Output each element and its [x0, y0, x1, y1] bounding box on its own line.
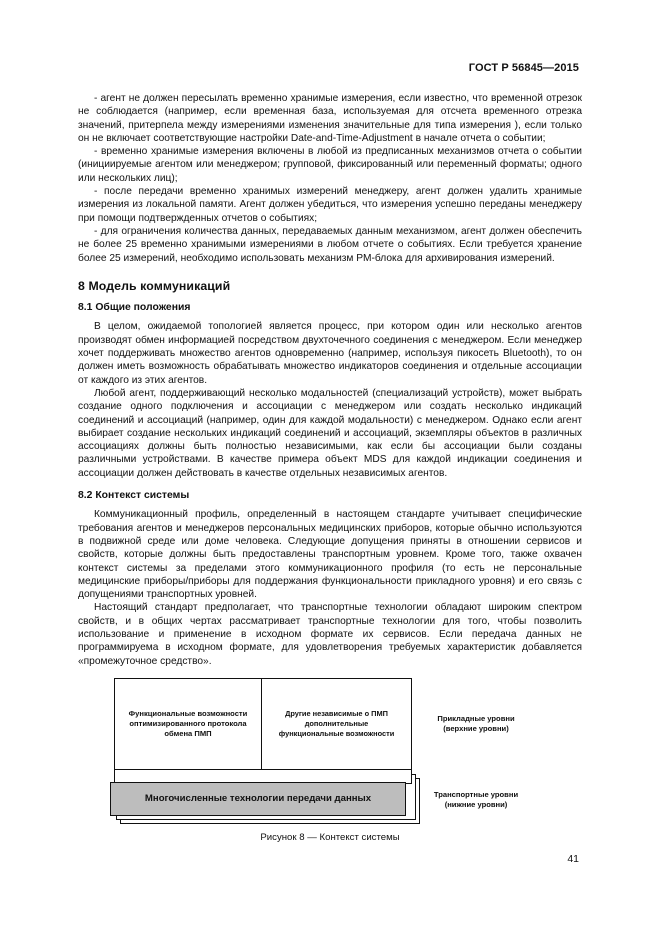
- paragraph: - для ограничения количества данных, передаваемых данным механизмом, агент должен обеспечить не более 25 временно хранимыми измерениями в любом отчете о событиях. Если требуется хранение более 25 измерений, необходимо использовать механизм PM-блока для архивирования измерений.: [78, 225, 582, 264]
- subsection-title: 8.1 Общие положения: [78, 302, 191, 314]
- page-number: 41: [567, 853, 579, 865]
- figure-label-transport: Транспортные уровни (нижние уровни): [433, 789, 519, 809]
- section-title: 8 Модель коммуникаций: [78, 278, 231, 293]
- page-content: [78, 92, 582, 843]
- figure-box-protocol: Функциональные возможности оптимизированного протокола обмена ПМП: [114, 678, 262, 770]
- figure-system-context: [78, 678, 582, 843]
- figure-label-application: Прикладные уровни (верхние уровни): [437, 713, 515, 733]
- paragraph: В целом, ожидаемой топологией является процесс, при котором один или несколько агентов производят обмен информацией посредством двухточечного соединения с менеджером. Если менеджер хочет поддерживать множество агентов одновременно (например, используя пикосеть Bluetooth), то он должен иметь возможность обрабатывать множество индикаторов соединения и отдельные ассоциации от каждого из этих агентов.: [78, 321, 582, 386]
- paragraph: Настоящий стандарт предполагает, что транспортные технологии обладают широким спектром свойств, и в общих чертах рассматривает транспортные технологии для того, чтобы позволить использование и применение в исходном формате их сервисов. Если передача данных не программируема в исходном формате, для удовлетворения требуемых характеристик добавляется «промежуточное средство».: [78, 602, 582, 667]
- paragraph: - агент не должен пересылать временно хранимые измерения, если известно, что временной отрезок не соблюдается (например, если временная база, используемая для отсчета временного отрезка значений, притерпела между измерениями изменения значительные для типа измерения ), если только он не включает соответствующие настройки Date-and-Time-Adjustment в начале отчета о событии;: [78, 93, 582, 144]
- document-header: ГОСТ Р 56845—2015: [468, 62, 579, 74]
- figure-transport-bar: Многочисленные технологии передачи данных: [110, 782, 406, 816]
- paragraph: - после передачи временно хранимых измерений менеджеру, агент должен удалить хранимые измерения из локальной памяти. Агент должен убедиться, что измерения успешно переданы менеджеру при помощи подтвержденных отчетов о событиях;: [78, 186, 582, 224]
- subsection-title: 8.2 Контекст системы: [78, 490, 190, 502]
- paragraph: - временно хранимые измерения включены в любой из предписанных механизмов отчета о событии (инициируемые агентом или менеджером; групповой, фиксированный или переменный форматы; одного или нескольких лиц);: [78, 146, 582, 184]
- paragraph: Любой агент, поддерживающий несколько модальностей (специализаций устройств), может выбрать создание одного подключения и ассоциации с менеджером или создать несколько индикаций соединений и ассоциаций (например, один для каждой модальности) с менеджером. Однако если агент выбирает создание нескольких индикаций соединений и ассоциаций, экземпляры объектов в различных ассоциациях должны быть полностью независимыми, как если бы ассоциации были созданы различными устройствами. В качестве примера объект MDS для каждой индикации соединения и ассоциации должен действовать в качестве отдельных независимых агентов.: [78, 387, 582, 479]
- figure-caption: Рисунок 8 — Контекст системы: [260, 831, 400, 843]
- figure-box-other: Другие независимые о ПМП дополнительные функциональные возможности: [262, 678, 412, 770]
- paragraph: Коммуникационный профиль, определенный в настоящем стандарте учитывает специфические требования агентов и менеджеров персональных медицинских приборов, которые обычно используются в подвижной среде или доме человека. Следующие допущения приняты в отношении сервисов и свойств, которые должны быть предоставлены транспортным уровнем. Кроме того, также охвачен контекст системы за пределами этого коммуникационного профиля (то есть не персональные медицинские приборы/приборы для поддержания функциональности прикладного уровня) и его связь с допущениями транспортных уровней.: [78, 509, 582, 601]
